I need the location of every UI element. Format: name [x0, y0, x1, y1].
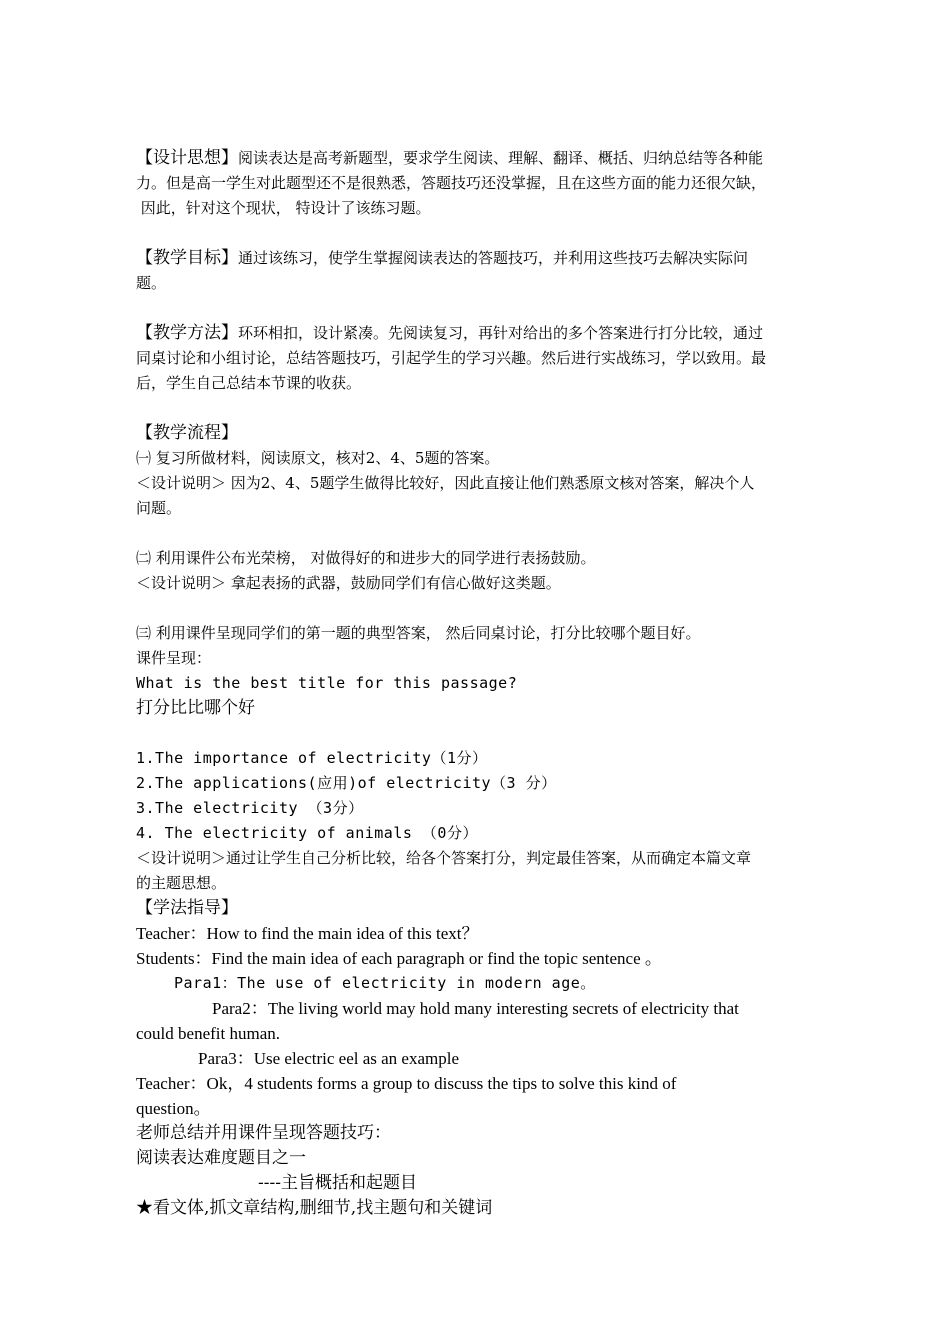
process-step-1-note-line-1: ＜设计说明＞ 因为2、4、5题学生做得比较好，因此直接让他们熟悉原文核对答案，解决个人 [136, 474, 755, 492]
option-4: 4. The electricity of animals （0分） [136, 824, 478, 842]
option-3: 3.The electricity （3分） [136, 799, 364, 817]
process-step-1-note-line-2: 问题。 [136, 499, 182, 517]
process-step-3: ㈢ 利用课件呈现同学们的第一题的典型答案， 然后同桌讨论，打分比较哪个题目好。 [136, 624, 701, 642]
summary-title: 阅读表达难度题目之一 [136, 1148, 306, 1168]
teaching-goal-line-1: 【教学目标】通过该练习，使学生掌握阅读表达的答题技巧，并利用这些技巧去解决实际问 [136, 248, 749, 268]
teaching-goal-line-2: 题。 [136, 274, 167, 292]
design-idea-line-3: 因此，针对这个现状， 特设计了该练习题。 [136, 199, 431, 217]
summary-tip: ★看文体,抓文章结构,删细节,找主题句和关键词 [136, 1198, 493, 1218]
teacher-ok-line-2: question。 [136, 1099, 211, 1118]
summary-subtitle: ----主旨概括和起题目 [258, 1173, 417, 1193]
courseware-label: 课件呈现： [136, 649, 212, 667]
design-idea-line-1: 【设计思想】阅读表达是高考新题型，要求学生阅读、理解、翻译、概括、归纳总结等各种能 [136, 148, 764, 168]
score-prompt: 打分比比哪个好 [136, 698, 255, 718]
para1-line: Para1：The use of electricity in modern age。 [174, 974, 596, 992]
design-idea-line-2: 力。但是高一学生对此题型还不是很熟悉，答题技巧还没掌握，且在这些方面的能力还很欠缺， [136, 174, 767, 192]
para2-line-2: could benefit human. [136, 1024, 280, 1043]
process-heading: 【教学流程】 [136, 423, 238, 443]
teaching-method-line-1: 【教学方法】环环相扣，设计紧凑。先阅读复习，再针对给出的多个答案进行打分比较，通过 [136, 323, 764, 343]
teaching-method-line-3: 后，学生自己总结本节课的收获。 [136, 374, 362, 392]
design-idea-heading: 【设计思想】 [136, 148, 238, 168]
process-step-3-note-line-2: 的主题思想。 [136, 874, 227, 892]
students-answer: Students：Find the main idea of each paragraph or find the topic sentence 。 [136, 949, 662, 968]
process-step-3-note-line-1: ＜设计说明＞通过让学生自己分析比较，给各个答案打分，判定最佳答案，从而确定本篇文章 [136, 849, 752, 867]
teaching-method-line-2: 同桌讨论和小组讨论，总结答题技巧，引起学生的学习兴趣。然后进行实战练习，学以致用。最 [136, 349, 767, 367]
process-step-2: ㈡ 利用课件公布光荣榜， 对做得好的和进步大的同学进行表扬鼓励。 [136, 549, 596, 567]
teacher-ok-line-1: Teacher：Ok，4 students forms a group to discuss the tips to solve this kind of [136, 1074, 677, 1093]
summary-intro: 老师总结并用课件呈现答题技巧： [136, 1123, 391, 1143]
option-1: 1.The importance of electricity（1分） [136, 749, 488, 767]
para3-line: Para3：Use electric eel as an example [198, 1049, 460, 1068]
para2-line-1: Para2：The living world may hold many interesting secrets of electricity that [212, 999, 739, 1018]
process-step-1: ㈠ 复习所做材料，阅读原文，核对2、4、5题的答案。 [136, 449, 500, 467]
teacher-question: Teacher：How to find the main idea of this text？ [136, 924, 479, 943]
option-2: 2.The applications(应用)of electricity（3 分） [136, 774, 557, 792]
teaching-goal-heading: 【教学目标】 [136, 248, 238, 268]
process-step-2-note: ＜设计说明＞ 拿起表扬的武器，鼓励同学们有信心做好这类题。 [136, 574, 561, 592]
study-guide-heading: 【学法指导】 [136, 898, 238, 918]
question-text: What is the best title for this passage? [136, 674, 518, 692]
teaching-method-heading: 【教学方法】 [136, 323, 238, 343]
document-page [136, 146, 816, 1221]
